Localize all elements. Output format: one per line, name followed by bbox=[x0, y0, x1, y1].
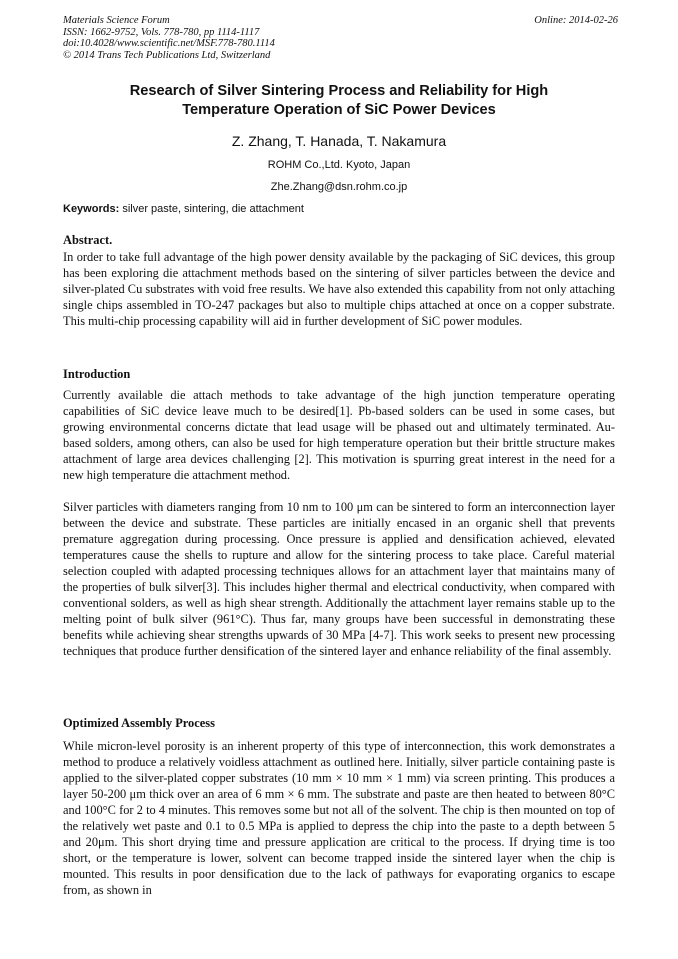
keywords-text: silver paste, sintering, die attachment bbox=[122, 203, 304, 215]
introduction-paragraph-1: Currently available die attach methods to take advantage of the high junction temperature operating capabilities of SiC device leave much to be desired[1]. Pb-based solders can be used in some cases, but growing environmental concerns dictate that lead usage will be phased out and ultimately terminated. Au-based solders, among others, can also be used for high temperature operation but their brittle structure makes attachment of large area devices challenging [2]. This motivation is spurring great interest in the need for a new high temperature die attachment method. bbox=[63, 388, 615, 482]
title-line-2: Temperature Operation of SiC Power Devices bbox=[182, 102, 496, 118]
affiliation: ROHM Co.,Ltd. Kyoto, Japan bbox=[267, 159, 411, 171]
author-email: Zhe.Zhang@dsn.rohm.co.jp bbox=[270, 181, 408, 193]
introduction-paragraph-2: Silver particles with diameters ranging from 10 nm to 100 μm can be sintered to form an interconnection layer between the device and substrate. These particles are initially encased in an organic shell that prevents premature aggregation during processing. Once pressure is applied and densification achieved, elevated temperatures cause the shells to rupture and allow for the sintering process to take place. Careful material selection coupled with adapted processing techniques allows for an attachment layer that maintains many of the properties of bulk silver[3]. This includes higher thermal and electrical conductivity, when compared with conventional solders, as well as high shear strength. Additionally the attachment layer remains stable up to the melting point of bulk silver (961°C). Thus far, many groups have been successful in demonstrating these benefits while achieving shear strengths upwards of 30 MPa [4-7]. This work seeks to present new processing techniques that produce further densification of the sintered layer and enhance reliability of the final assembly. bbox=[63, 500, 615, 658]
abstract-text: In order to take full advantage of the high power density available by the packaging of SiC devices, this group has been exploring die attachment methods based on the sintering of silver particles between the device and silver-plated Cu substrates with void free results. We have also extended this capability from not only attaching single chips assembled in TO-247 packages but also to multiple chips attached at once on a copper substrate. This multi-chip processing capability will aid in further development of SiC power modules. bbox=[63, 250, 615, 328]
keywords bbox=[63, 202, 615, 216]
optimized-assembly-heading: Optimized Assembly Process bbox=[63, 716, 215, 730]
keywords-label: Keywords: bbox=[63, 203, 120, 215]
introduction-heading: Introduction bbox=[63, 367, 131, 381]
title-line-1: Research of Silver Sintering Process and Reliability for High bbox=[129, 83, 549, 99]
copyright-line: © 2014 Trans Tech Publications Ltd, Switzerland bbox=[63, 49, 271, 61]
paper-title bbox=[63, 82, 615, 120]
issn-line: ISSN: 1662-9752, Vols. 778-780, pp 1114-1117 bbox=[63, 26, 260, 38]
journal-header bbox=[63, 15, 618, 61]
online-date: Online: 2014-02-26 bbox=[534, 15, 618, 26]
journal-name: Materials Science Forum bbox=[63, 15, 170, 26]
authors: Z. Zhang, T. Hanada, T. Nakamura bbox=[231, 133, 447, 149]
optimized-assembly-paragraph: While micron-level porosity is an inherent property of this type of interconnection, this work demonstrates a method to produce a relatively voidless attachment as outlined here. Initially, silver particle containing paste is applied to the silver-plated copper substrates (10 mm × 10 mm × 1 mm) via screen printing. This produces a layer 50-200 μm thick over an area of 6 mm × 6 mm. The substrate and paste are then heated to between 80°C and 100°C for 2 to 4 minutes. This removes some but not all of the solvent. The chip is then mounted on top of the relatively wet paste and 0.1 to 0.5 MPa is applied to depress the chip into the paste to a depth between 5 and 20μm. This short drying time and pressure application are critical to the process. If drying time is too short, or the temperature is lower, solvent can become trapped inside the sintered layer when the chip is mounted. This results in poor densification due to the lack of pathways for evaporating organics to escape from, as shown in bbox=[63, 739, 615, 897]
abstract-heading: Abstract. bbox=[63, 233, 113, 247]
doi-line: doi:10.4028/www.scientific.net/MSF.778-780.1114 bbox=[63, 38, 275, 49]
